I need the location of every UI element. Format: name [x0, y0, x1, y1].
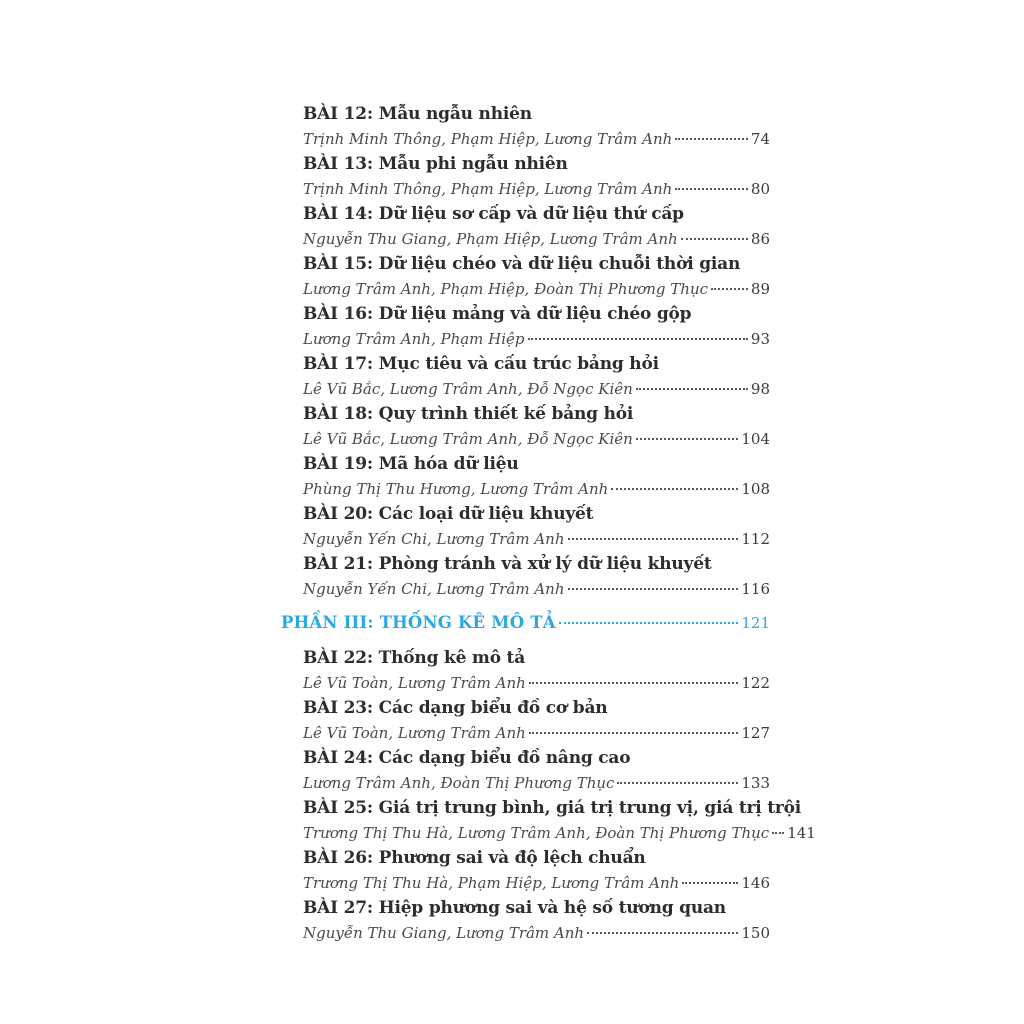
dot-leader — [682, 882, 738, 884]
toc-lesson-authors: Lương Trâm Anh, Phạm Hiệp, Đoàn Thị Phương Thục — [303, 280, 709, 298]
toc-lesson-authors: Nguyễn Yến Chi, Lương Trâm Anh — [303, 530, 565, 548]
dot-leader — [681, 238, 748, 240]
toc-lesson-title: BÀI 13: Mẫu phi ngẫu nhiên — [303, 154, 568, 174]
toc-lesson-authors: Nguyễn Yến Chi, Lương Trâm Anh — [303, 580, 565, 598]
dot-leader — [675, 138, 748, 140]
toc-lesson-title: BÀI 22: Thống kê mô tả — [303, 648, 526, 668]
toc-lesson-title: BÀI 20: Các loại dữ liệu khuyết — [303, 504, 594, 524]
toc-author-line — [303, 527, 770, 552]
toc-lesson-entry — [281, 402, 770, 452]
toc-lesson-title: BÀI 27: Hiệp phương sai và hệ số tương quan — [303, 898, 726, 918]
dot-leader — [636, 388, 748, 390]
toc-lesson-entry — [281, 846, 770, 896]
toc-author-line — [303, 577, 770, 602]
dot-leader — [529, 682, 739, 684]
toc-lesson-title: BÀI 19: Mã hóa dữ liệu — [303, 454, 519, 474]
table-of-contents — [281, 102, 816, 946]
toc-lesson-title: BÀI 12: Mẫu ngẫu nhiên — [303, 104, 532, 124]
toc-lesson-entry — [281, 152, 770, 202]
toc-lesson-authors: Lê Vũ Bắc, Lương Trâm Anh, Đỗ Ngọc Kiên — [303, 430, 633, 448]
toc-lesson-entry — [281, 352, 770, 402]
toc-lesson-authors: Nguyễn Thu Giang, Lương Trâm Anh — [303, 924, 585, 942]
toc-lesson-page-number: 93 — [750, 330, 770, 348]
toc-lesson-title: BÀI 14: Dữ liệu sơ cấp và dữ liệu thứ cấp — [303, 204, 684, 224]
toc-author-line — [303, 377, 770, 402]
dot-leader — [568, 588, 739, 590]
toc-lesson-page-number: 108 — [741, 480, 770, 498]
toc-author-line — [303, 127, 770, 152]
toc-lesson-authors: Nguyễn Thu Giang, Phạm Hiệp, Lương Trâm Anh — [303, 230, 678, 248]
toc-lesson-authors: Lê Vũ Toàn, Lương Trâm Anh — [303, 674, 526, 692]
toc-author-line — [303, 721, 770, 746]
toc-lesson-page-number: 80 — [750, 180, 770, 198]
toc-lesson-authors: Lương Trâm Anh, Đoàn Thị Phương Thục — [303, 774, 615, 792]
toc-lesson-entry — [281, 552, 770, 602]
toc-lesson-title: BÀI 24: Các dạng biểu đồ nâng cao — [303, 748, 631, 768]
dot-leader — [617, 782, 738, 784]
dot-leader — [675, 188, 748, 190]
dot-leader — [529, 732, 739, 734]
toc-lesson-authors: Trịnh Minh Thông, Phạm Hiệp, Lương Trâm Anh — [303, 180, 673, 198]
toc-lesson-title: BÀI 23: Các dạng biểu đồ cơ bản — [303, 698, 608, 718]
toc-author-line — [303, 821, 816, 846]
toc-lesson-entry — [281, 896, 770, 946]
toc-lesson-title: BÀI 25: Giá trị trung bình, giá trị trung vị, giá trị trội — [303, 798, 802, 818]
toc-author-line — [303, 227, 770, 252]
toc-lesson-page-number: 116 — [741, 580, 770, 598]
toc-author-line — [303, 477, 770, 502]
toc-lesson-page-number: 89 — [750, 280, 770, 298]
toc-part-page-number: 121 — [741, 614, 770, 632]
toc-lesson-entry — [281, 452, 770, 502]
toc-lesson-authors: Phùng Thị Thu Hương, Lương Trâm Anh — [303, 480, 609, 498]
dot-leader — [568, 538, 739, 540]
toc-author-line — [303, 921, 770, 946]
toc-author-line — [303, 327, 770, 352]
toc-lesson-entry — [281, 252, 770, 302]
dot-leader — [587, 932, 738, 934]
toc-lesson-page-number: 112 — [741, 530, 770, 548]
toc-lesson-title: BÀI 15: Dữ liệu chéo và dữ liệu chuỗi thời gian — [303, 254, 741, 274]
toc-lesson-title: BÀI 21: Phòng tránh và xử lý dữ liệu khuyết — [303, 554, 712, 574]
toc-lesson-entry — [281, 102, 770, 152]
toc-lesson-authors: Trương Thị Thu Hà, Lương Trâm Anh, Đoàn Thị Phương Thục — [303, 824, 770, 842]
toc-lesson-entry — [281, 646, 770, 696]
dot-leader — [611, 488, 738, 490]
toc-part-title: PHẦN III: THỐNG KÊ MÔ TẢ — [281, 613, 556, 632]
toc-lesson-authors: Trương Thị Thu Hà, Phạm Hiệp, Lương Trâm Anh — [303, 874, 680, 892]
dot-leader — [559, 622, 739, 624]
toc-lesson-title: BÀI 18: Quy trình thiết kế bảng hỏi — [303, 404, 634, 424]
toc-lesson-entry — [281, 746, 770, 796]
dot-leader — [636, 438, 739, 440]
toc-author-line — [303, 277, 770, 302]
toc-lesson-entry — [281, 202, 770, 252]
toc-lesson-page-number: 74 — [750, 130, 770, 148]
toc-lesson-entry — [281, 502, 770, 552]
toc-lesson-page-number: 104 — [741, 430, 770, 448]
toc-lesson-entry — [281, 796, 816, 846]
toc-lesson-page-number: 98 — [750, 380, 770, 398]
toc-lesson-entry — [281, 696, 770, 746]
dot-leader — [528, 338, 748, 340]
toc-lesson-title: BÀI 26: Phương sai và độ lệch chuẩn — [303, 848, 646, 868]
toc-author-line — [303, 871, 770, 896]
toc-lesson-page-number: 122 — [741, 674, 770, 692]
toc-lesson-authors: Lương Trâm Anh, Phạm Hiệp — [303, 330, 525, 348]
toc-lesson-authors: Lê Vũ Bắc, Lương Trâm Anh, Đỗ Ngọc Kiên — [303, 380, 633, 398]
toc-lesson-authors: Lê Vũ Toàn, Lương Trâm Anh — [303, 724, 526, 742]
toc-lesson-page-number: 133 — [741, 774, 770, 792]
toc-lesson-authors: Trịnh Minh Thông, Phạm Hiệp, Lương Trâm Anh — [303, 130, 673, 148]
toc-lesson-page-number: 150 — [741, 924, 770, 942]
toc-part-heading — [281, 610, 770, 636]
toc-lesson-page-number: 86 — [750, 230, 770, 248]
toc-lesson-page-number: 127 — [741, 724, 770, 742]
toc-lesson-title: BÀI 16: Dữ liệu mảng và dữ liệu chéo gộp — [303, 304, 692, 324]
toc-author-line — [303, 771, 770, 796]
toc-lesson-title: BÀI 17: Mục tiêu và cấu trúc bảng hỏi — [303, 354, 659, 374]
toc-lesson-page-number: 146 — [741, 874, 770, 892]
toc-author-line — [303, 671, 770, 696]
dot-leader — [711, 288, 748, 290]
toc-author-line — [303, 427, 770, 452]
toc-lesson-page-number: 141 — [787, 824, 816, 842]
toc-lesson-entry — [281, 302, 770, 352]
toc-author-line — [303, 177, 770, 202]
dot-leader — [772, 832, 784, 834]
